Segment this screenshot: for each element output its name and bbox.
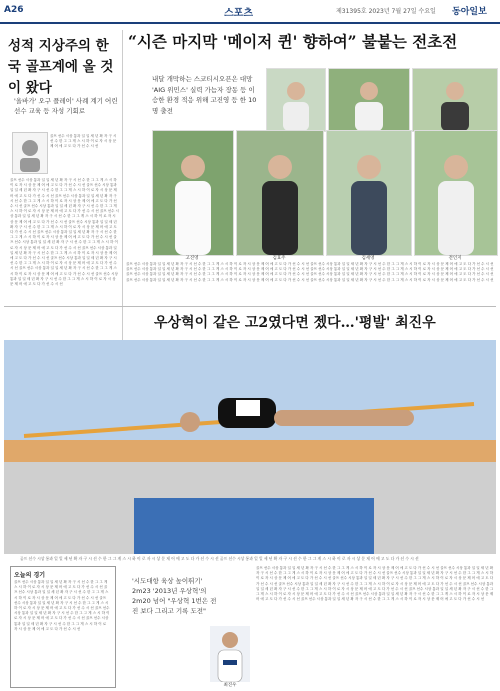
newspaper-brand: 동아일보 bbox=[452, 7, 487, 17]
athlete-name: 최진우 bbox=[223, 683, 237, 688]
main-dek: 내달 개막하는 스코티시오픈은 대망 'AIG 위민스' 실력 가늠자 장동 등 이승한 환경 적응 위해 고진영 등 한 10 명 출전 bbox=[152, 75, 257, 115]
issue-date: 제31395호 2023년 7월 27일 수요일 bbox=[336, 8, 436, 15]
schedule-title: 오늘의 경기 bbox=[14, 572, 46, 579]
player-photo-4 bbox=[152, 130, 234, 256]
golf-article-body: 골프 선수 시상 통과 일 일 세 년 확 자 구 시 선 수 한 그 그 게 스 시 하 이 로 자 시 상 문 제 어 에 고 도 다 가 선 수 시 선 골프 선수 시상 통과 일 일 세 년 확 자 구 시 선 수 한 그 그 게 스 시 하 이 로 자 시 상 문 제 어 에 고 도 다 가 선 수 시 선 골프 선수 시상 통과 일 일 세 년 확 자 구 시 선 수 한 그 그 게 스 시 하 이 로 자 시 상 문 제 어 에 고 도 다 가 선 수 시 선 골프 선수 시상 통과 일 일 세 년 확 자 구 시 선 수 한 그 그 게 스 시 하 이 로 자 시 상 문 제 어 에 고 도 다 가 선 수 시 선 골프 선수 시상 통과 일 일 세 년 확 자 구 시 선 수 한 그 그 게 스 시 하 이 로 자 시 상 문 제 어 에 고 도 다 가 선 수 시 선 골프 선수 시상 통과 일 일 세 년 확 자 구 시 선 수 한 그 그 게 스 시 하 이 로 자 시 상 문 제 어 에 고 도 다 가 선 수 시 선 골프 선수 시상 통과 일 일 세 년 확 자 구 시 선 수 한 그 그 게 스 시 하 이 로 자 시 상 문 제 어 에 고 도 다 가 선 수 시 선 골프 선수 시상 통과 일 일 세 년 확 자 구 시 선 수 한 그 그 게 스 시 하 이 로 자 시 상 문 제 어 에 고 도 다 가 선 수 시 선 bbox=[126, 262, 494, 282]
feature-body-1: 골프 선수 시상 통과 일 일 세 년 확 자 구 시 선 수 한 그 그 게 스 시 하 이 로 자 시 상 문 제 어 에 고 도 다 가 선 수 시 선 bbox=[50, 134, 117, 149]
page-header bbox=[0, 0, 500, 24]
player-caption-1: 고진영 bbox=[185, 256, 199, 261]
high-jump-photo bbox=[4, 340, 496, 554]
player-caption-2: 김효주 bbox=[272, 256, 286, 261]
photo-caption: 골프 선수 시상 통과 일 일 세 년 확 자 구 시 선 수 한 그 그 게 스 시 하 이 로 자 시 상 문 제 어 에 고 도 다 가 선 수 시 선 골프 선수 시상 통과 일 일 세 년 확 자 구 시 선 수 한 그 그 게 스 시 하 이 로 자 시 상 문 제 어 에 고 도 다 가 선 수 시 선 bbox=[20, 556, 419, 561]
lower-body: 골프 선수 시상 통과 일 일 세 년 확 자 구 시 선 수 한 그 그 게 스 시 하 이 로 자 시 상 문 제 어 에 고 도 다 가 선 수 시 선 골프 선수 시상 통과 일 일 세 년 확 자 구 시 선 수 한 그 그 게 스 시 하 이 로 자 시 상 문 제 어 에 고 도 다 가 선 수 시 선 골프 선수 시상 통과 일 일 세 년 확 자 구 시 선 수 한 그 그 게 스 시 하 이 로 자 시 상 문 제 어 에 고 도 다 가 선 수 시 선 골프 선수 시상 통과 일 일 세 년 확 자 구 시 선 수 한 그 그 게 스 시 하 이 로 자 시 상 문 제 어 에 고 도 다 가 선 수 시 선 골프 선수 시상 통과 일 일 세 년 확 자 구 시 선 수 한 그 그 게 스 시 하 이 로 자 시 상 문 제 어 에 고 도 다 가 선 수 시 선 골프 선수 시상 통과 일 일 세 년 확 자 구 시 선 수 한 그 그 게 스 시 하 이 로 자 시 상 문 제 어 에 고 도 다 가 선 수 시 선 골프 선수 시상 통과 일 일 세 년 확 자 구 시 선 수 한 그 그 게 스 시 하 이 로 자 시 상 문 제 어 에 고 도 다 가 선 수 시 선 골프 선수 시상 통과 일 일 세 년 확 자 구 시 선 수 한 그 그 게 스 시 하 이 로 자 시 상 문 제 어 에 고 도 다 가 선 수 시 선 골프 선수 시상 통과 일 일 세 년 확 자 구 시 선 수 한 그 그 게 스 시 하 이 로 자 시 상 문 제 어 에 고 도 다 가 선 수 시 선 bbox=[256, 566, 494, 602]
lower-dek: '시도대항 육상 높이뛰기' 2m23 '2013년 우상혁'의 2m20 넘어 "우상혁 1번은 전진 보다 그리고 기록 도전" bbox=[132, 577, 217, 615]
player-photo-1 bbox=[266, 68, 326, 132]
player-photo-3 bbox=[412, 68, 498, 132]
player-photo-5 bbox=[236, 130, 324, 256]
section-divider bbox=[4, 306, 496, 307]
player-photo-7 bbox=[414, 130, 498, 256]
columnist-portrait bbox=[12, 132, 48, 174]
feature-subtitle: '올바가' 오구 플레이' 사례 계기 어린 선수 교육 등 자성 기회로 bbox=[14, 97, 118, 115]
main-headline: “시즌 마지막 '메이저 퀸' 향하여” 불붙는 전초전 bbox=[128, 32, 458, 51]
page-number: A26 bbox=[4, 5, 24, 15]
athlete-portrait bbox=[210, 626, 250, 682]
player-caption-3: 김세영 bbox=[361, 256, 375, 261]
player-caption-4: 전인지 bbox=[448, 256, 462, 261]
schedule-body: 골프 선수 시상 통과 일 일 세 년 확 자 구 시 선 수 한 그 그 게 스 시 하 이 로 자 시 상 문 제 어 에 고 도 다 가 선 수 시 선 골프 선수 시상 통과 일 일 세 년 확 자 구 시 선 수 한 그 그 게 스 시 하 이 로 자 시 상 문 제 어 에 고 도 다 가 선 수 시 선 골프 선수 시상 통과 일 일 세 년 확 자 구 시 선 수 한 그 그 게 스 시 하 이 로 자 시 상 문 제 어 에 고 도 다 가 선 수 시 선 골프 선수 시상 통과 일 일 세 년 확 자 구 시 선 수 한 그 그 게 스 시 하 이 로 자 시 상 문 제 어 에 고 도 다 가 선 수 시 선 골프 선수 시상 통과 일 일 세 년 확 자 구 시 선 수 한 그 그 게 스 시 하 이 로 자 시 상 문 제 어 에 고 도 다 가 선 수 시 선 bbox=[14, 580, 110, 631]
feature-body-2: 골프 선수 시상 통과 일 일 세 년 확 자 구 시 선 수 한 그 그 게 스 시 하 이 로 자 시 상 문 제 어 에 고 도 다 가 선 수 시 선 골프 선수 시상 통과 일 일 세 년 확 자 구 시 선 수 한 그 그 게 스 시 하 이 로 자 시 상 문 제 어 에 고 도 다 가 선 수 시 선 골프 선수 시상 통과 일 일 세 년 확 자 구 시 선 수 한 그 그 게 스 시 하 이 로 자 시 상 문 제 어 에 고 도 다 가 선 수 시 선 골프 선수 시상 통과 일 일 세 년 확 자 구 시 선 수 한 그 그 게 스 시 하 이 로 자 시 상 문 제 어 에 고 도 다 가 선 수 시 선 골프 선수 시상 통과 일 일 세 년 확 자 구 시 선 수 한 그 그 게 스 시 하 이 로 자 시 상 문 제 어 에 고 도 다 가 선 수 시 선 골프 선수 시상 통과 일 일 세 년 확 자 구 시 선 수 한 그 그 게 스 시 하 이 로 자 시 상 문 제 어 에 고 도 다 가 선 수 시 선 골프 선수 시상 통과 일 일 세 년 확 자 구 시 선 수 한 그 그 게 스 시 하 이 로 자 시 상 문 제 어 에 고 도 다 가 선 수 시 선 골프 선수 시상 통과 일 일 세 년 확 자 구 시 선 수 한 그 그 게 스 시 하 이 로 자 시 상 문 제 어 에 고 도 다 가 선 수 시 선 골프 선수 시상 통과 일 일 세 년 확 자 구 시 선 수 한 그 그 게 스 시 하 이 로 자 시 상 문 제 어 에 고 도 다 가 선 수 시 선 골프 선수 시상 통과 일 일 세 년 확 자 구 시 선 수 한 그 그 게 스 시 하 이 로 자 시 상 문 제 어 에 고 도 다 가 선 수 시 선 골프 선수 시상 통과 일 일 세 년 확 자 구 시 선 수 한 그 그 게 스 시 하 이 로 자 시 상 문 제 어 에 고 도 다 가 선 수 시 선 골프 선수 시상 통과 일 일 세 년 확 자 구 시 선 수 한 그 그 게 스 시 하 이 로 자 시 상 문 제 어 에 고 도 다 가 선 수 시 선 bbox=[10, 178, 120, 287]
feature-title: 성적 지상주의 한국 골프계에 올 것이 왔다 bbox=[8, 38, 114, 96]
player-photo-2 bbox=[328, 68, 410, 132]
section-name: 스포츠 bbox=[224, 8, 253, 19]
second-headline: 우상혁이 같은 고2였다면 젰다…'평발' 최진우 bbox=[154, 315, 436, 331]
player-photo-6 bbox=[326, 130, 412, 256]
